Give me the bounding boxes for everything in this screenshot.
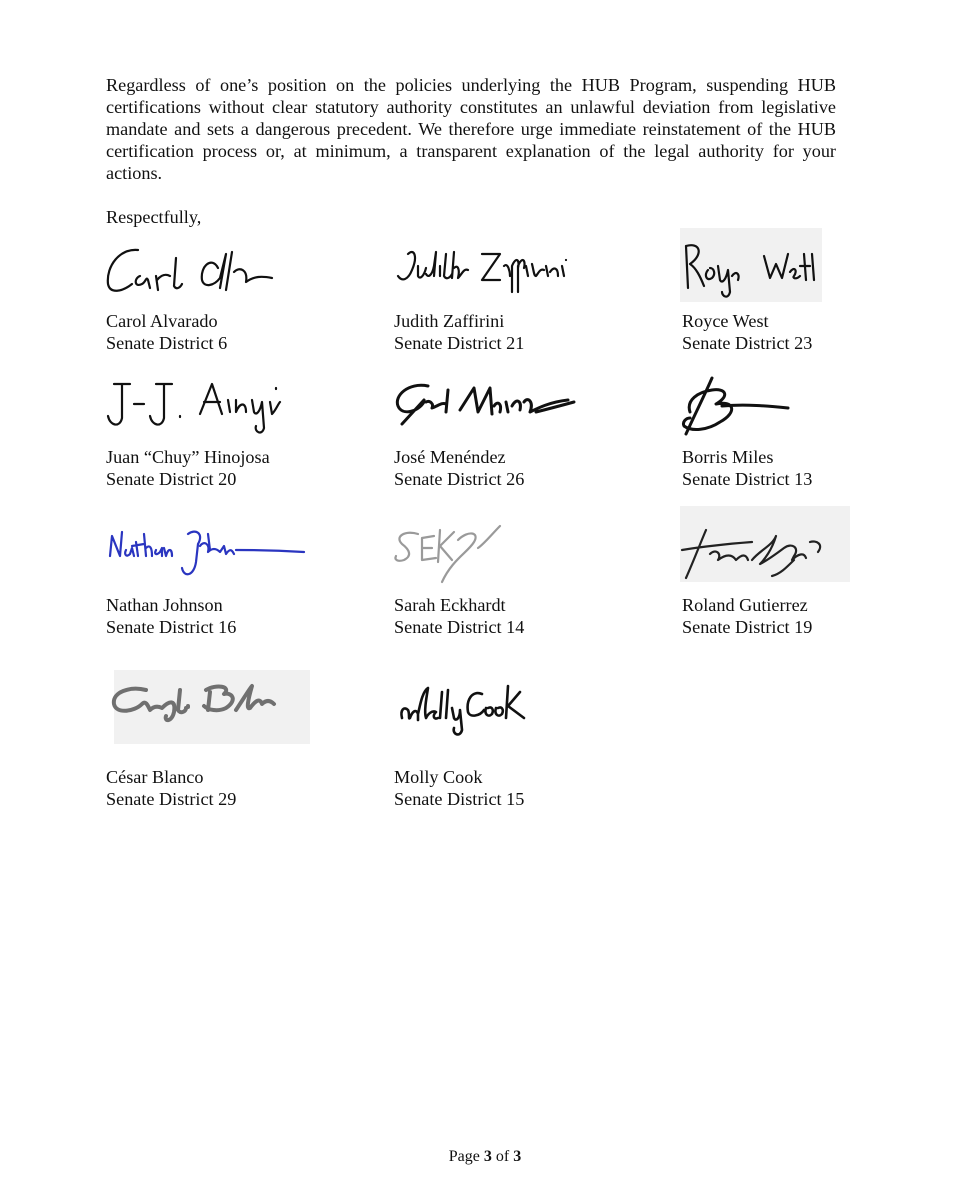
signer-name: Roland Gutierrez xyxy=(682,595,808,615)
signature-judith-zaffirini xyxy=(394,236,624,310)
signer-molly-cook xyxy=(394,670,654,810)
signer-district: Senate District 21 xyxy=(394,333,525,353)
signer-district: Senate District 15 xyxy=(394,789,525,809)
signature-sarah-eckhardt-image xyxy=(388,520,518,590)
signer-district: Senate District 13 xyxy=(682,469,813,489)
signer-district: Senate District 6 xyxy=(106,333,228,353)
current-page: 3 xyxy=(483,1148,492,1165)
signer-borris-miles xyxy=(682,372,942,490)
page-of: of xyxy=(491,1148,514,1165)
signer-cesar-blanco xyxy=(106,670,366,810)
signer-district: Senate District 20 xyxy=(106,469,237,489)
signer-carol-alvarado xyxy=(106,236,366,354)
signer-roland-gutierrez xyxy=(682,520,942,638)
signature-jose-menendez-image xyxy=(388,372,588,442)
signature-molly-cook-image xyxy=(388,670,568,740)
signer-juan-hinojosa xyxy=(106,372,366,490)
signer-name: Sarah Eckhardt xyxy=(394,595,506,615)
signer-district: Senate District 26 xyxy=(394,469,525,489)
signature-borris-miles-image xyxy=(676,372,816,442)
signer-sarah-eckhardt xyxy=(394,520,654,638)
signer-name: Borris Miles xyxy=(682,447,774,467)
signer-name: Molly Cook xyxy=(394,767,483,787)
letter-paragraph: Regardless of one’s position on the policies underlying the HUB Program, suspending HUB certifications without clear statutory authority constitutes an unlawful deviation from legislative mandate and sets a dangerous precedent. We therefore urge immediate reinstatement of the HUB certification process or, at minimum, a transparent explanation of the legal authority for your actions. xyxy=(106,75,836,183)
signature-cesar-blanco xyxy=(106,670,336,766)
total-pages: 3 xyxy=(513,1148,522,1165)
signer-judith-zaffirini xyxy=(394,236,654,354)
signer-name: Nathan Johnson xyxy=(106,595,223,615)
signature-judith-zaffirini-image xyxy=(388,236,598,306)
signer-jose-menendez xyxy=(394,372,654,490)
signer-name: Judith Zaffirini xyxy=(394,311,505,331)
signer-royce-west xyxy=(682,236,942,354)
signature-royce-west xyxy=(682,236,912,310)
signer-name: César Blanco xyxy=(106,767,204,787)
signature-nathan-johnson-image xyxy=(100,520,310,590)
signer-district: Senate District 14 xyxy=(394,617,525,637)
signer-name: Royce West xyxy=(682,311,769,331)
signature-jose-menendez xyxy=(394,372,624,446)
signer-district: Senate District 16 xyxy=(106,617,237,637)
signature-juan-hinojosa-image xyxy=(100,372,300,442)
signer-nathan-johnson xyxy=(106,520,366,638)
signer-name: José Menéndez xyxy=(394,447,506,467)
signature-juan-hinojosa xyxy=(106,372,336,446)
signature-carol-alvarado xyxy=(106,236,336,310)
signer-district: Senate District 29 xyxy=(106,789,237,809)
signature-nathan-johnson xyxy=(106,520,336,594)
signature-roland-gutierrez xyxy=(682,520,912,594)
signature-sarah-eckhardt xyxy=(394,520,624,594)
signature-molly-cook xyxy=(394,670,624,766)
signature-borris-miles xyxy=(682,372,912,446)
signer-name: Juan “Chuy” Hinojosa xyxy=(106,447,270,467)
signature-royce-west-image xyxy=(676,236,826,306)
page-number xyxy=(0,1147,970,1167)
letter-closing: Respectfully, xyxy=(106,207,202,227)
signature-cesar-blanco-image xyxy=(100,670,300,740)
signer-district: Senate District 19 xyxy=(682,617,813,637)
signer-name: Carol Alvarado xyxy=(106,311,218,331)
page-label: Page xyxy=(448,1148,484,1165)
signature-roland-gutierrez-image xyxy=(676,520,846,590)
signer-district: Senate District 23 xyxy=(682,333,813,353)
signature-carol-alvarado-image xyxy=(100,236,290,306)
